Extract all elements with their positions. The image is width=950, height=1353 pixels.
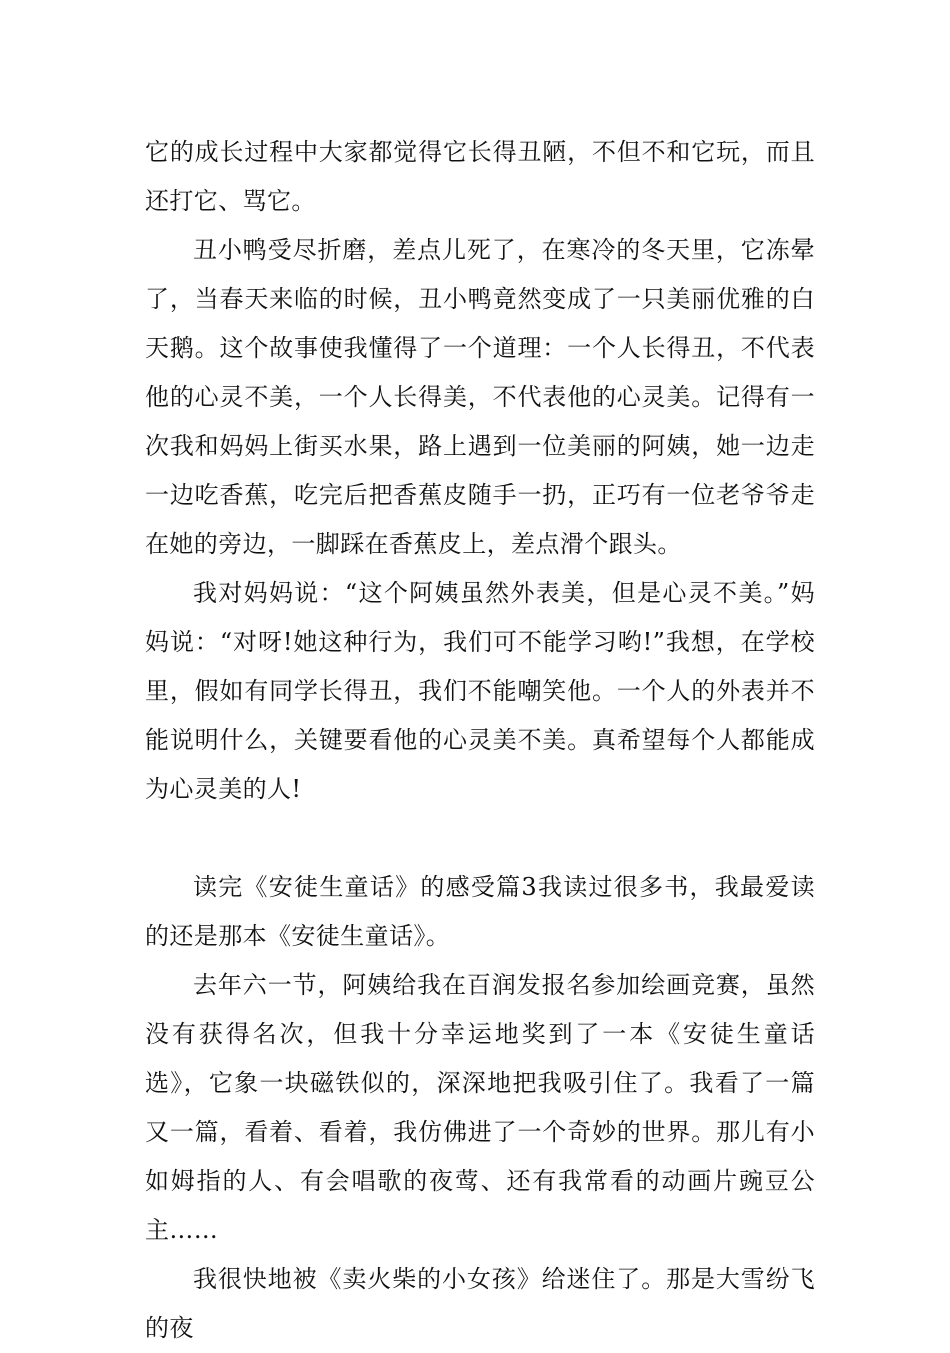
paragraph-continuation: 它的成长过程中大家都觉得它长得丑陋，不但不和它玩，而且还打它、骂它。 — [145, 138, 815, 215]
document-body — [145, 128, 815, 1353]
paragraph-ugly-duckling: 丑小鸭受尽折磨，差点儿死了，在寒冷的冬天里，它冻晕了，当春天来临的时候，丑小鸭竟然变成了一只美丽优雅的白天鹅。这个故事使我懂得了一个道理：一个人长得丑，不代表他的心灵不美，一个人长得美，不代表他的心灵美。记得有一次我和妈妈上街买水果，路上遇到一位美丽的阿姨，她一边走一边吃香蕉，吃完后把香蕉皮随手一扔，正巧有一位老爷爷走在她的旁边，一脚踩在香蕉皮上，差点滑个跟头。 — [145, 236, 815, 558]
paragraph-match-girl: 我很快地被《卖火柴的小女孩》给迷住了。那是大雪纷飞的夜 — [145, 1265, 815, 1342]
paragraph-children-day: 去年六一节，阿姨给我在百润发报名参加绘画竞赛，虽然没有获得名次，但我十分幸运地奖到了一本《安徒生童话选》，它象一块磁铁似的，深深地把我吸引住了。我看了一篇又一篇，看着、看着，我仿佛进了一个奇妙的世界。那儿有小如姆指的人、有会唱歌的夜莺、还有我常看的动画片豌豆公主…… — [145, 971, 815, 1244]
paragraph-essay-3-intro: 读完《安徒生童话》的感受篇3我读过很多书，我最爱读的还是那本《安徒生童话》。 — [145, 873, 815, 950]
section-gap — [145, 814, 815, 863]
paragraph-mother-dialogue: 我对妈妈说：“这个阿姨虽然外表美，但是心灵不美。”妈妈说：“对呀!她这种行为，我们可不能学习哟!”我想，在学校里，假如有同学长得丑，我们不能嘲笑他。一个人的外表并不能说明什么，关键要看他的心灵美不美。真希望每个人都能成为心灵美的人! — [145, 579, 815, 803]
